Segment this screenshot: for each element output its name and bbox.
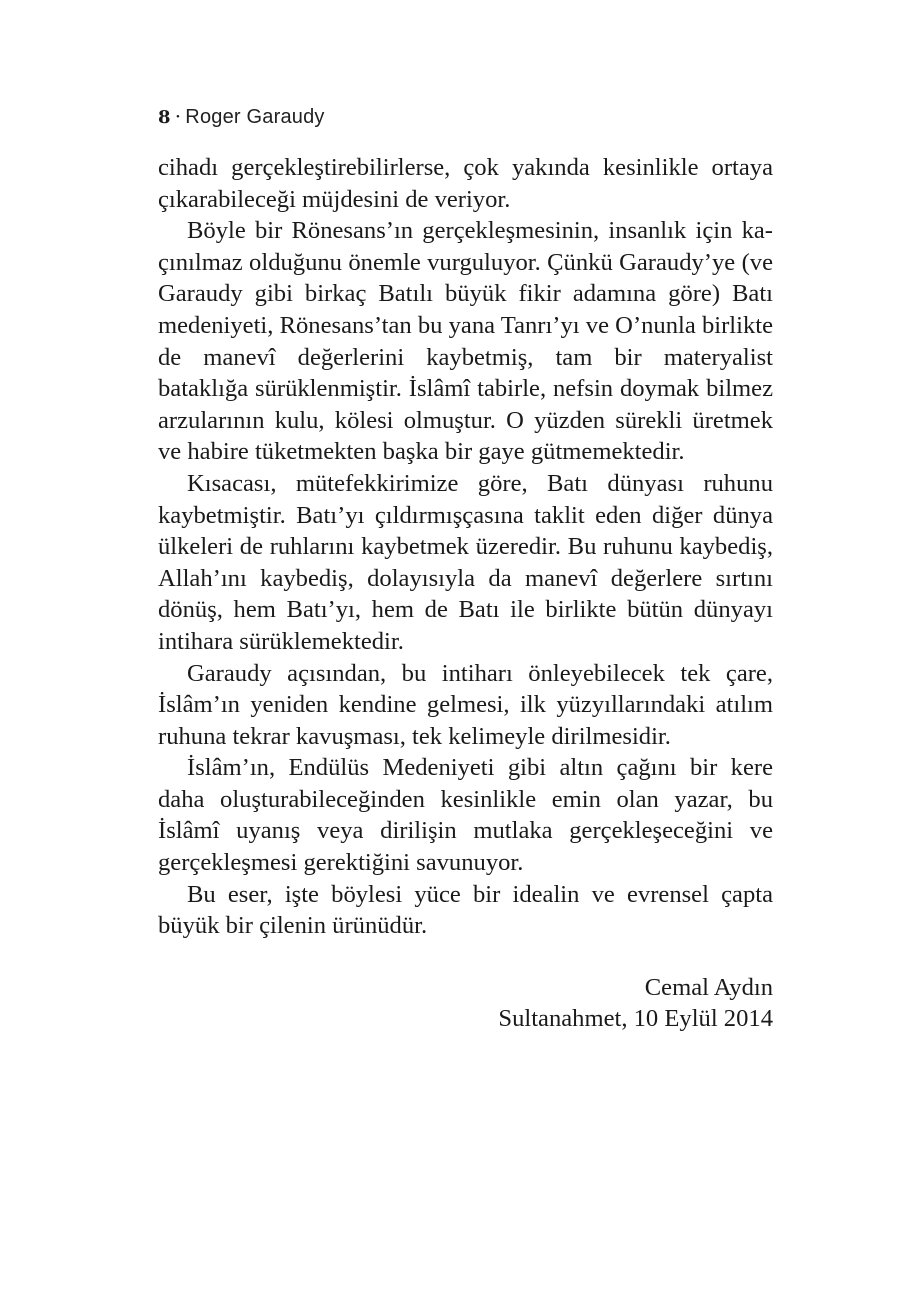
book-author: Roger Garaudy	[185, 106, 325, 128]
paragraph-1: cihadı gerçekleştirebilirlerse, çok yakında kesinlikle ortaya çıkarabileceği müjdesini de veriyor.	[158, 154, 773, 213]
paragraph-5: İslâm’ın, Endülüs Medeniyeti gibi altın çağını bir kere daha oluşturabileceğinden kesinlikle emin olan yazar, bu İslâmî uyanış veya dirilişin mutlaka gerçekleşeceğini ve gerçekleşmesi gerektiğini savunuyor.	[158, 754, 773, 877]
signature-block	[158, 972, 773, 1035]
paragraph-2: Böyle bir Rönesans’ın gerçekleşmesinin, insanlık için kaçınılmaz olduğunu önemle vurguluyor. Çünkü Garaudy’ye (ve Garaudy gibi birkaç Batılı büyük fikir adamına göre) Batı medeniyeti, Rönesans’tan bu yana Tanrı’yı ve O’nunla birlikte de manevî değerlerini kaybetmiş, tam bir materyalist bataklığa sürüklenmiştir. İslâmî tabirle, nefsin doymak bilmez arzularının kulu, kölesi olmuştur. O yüzden sürekli üretmek ve habire tüketmekten başka bir gaye gütmemektedir.	[158, 217, 773, 466]
paragraph-4: Garaudy açısından, bu intiharı önleyebilecek tek çare, İslâm’ın yeniden kendine gelmesi, ilk yüzyıllarındaki atılım ruhuna tekrar kavuşması, tek kelimeyle dirilmesidir.	[158, 659, 773, 750]
signature-name: Cemal Aydın	[644, 973, 773, 1001]
body-text	[158, 152, 773, 942]
page-number: 8	[158, 107, 171, 128]
paragraph-3: Kısacası, mütefekkirimize göre, Batı dünyası ruhunu kaybetmiştir. Batı’yı çıldırmışçasına taklit eden diğer dünya ülkeleri de ruhlarını kaybetmek üzeredir. Bu ruhunu kaybediş, Allah’ını kaybediş, dolayısıyla da manevî değerlere sırtını dönüş, hem Batı’yı, hem de Batı ile birlikte bütün dünyayı intihara sürüklemektedir.	[158, 469, 773, 655]
header-separator: ·	[174, 104, 182, 128]
paragraph-6: Bu eser, işte böylesi yüce bir idealin ve evrensel çapta büyük bir çilenin ürünüdür.	[158, 880, 773, 940]
running-header	[158, 100, 773, 132]
book-page	[158, 100, 773, 1035]
signature-place-date: Sultanahmet, 10 Eylül 2014	[498, 1005, 773, 1033]
